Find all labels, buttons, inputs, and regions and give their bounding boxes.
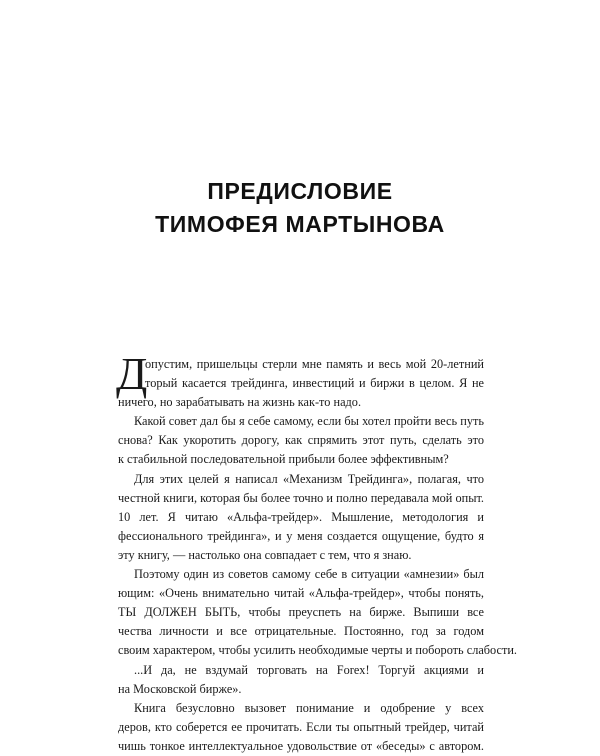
chapter-title-line-2: ТИМОФЕЯ МАРТЫНОВА (155, 211, 445, 237)
text-line: опустим, пришельцы стерли мне память и весь мой 20-летний (145, 357, 484, 371)
text-line: ...И да, не вздумай торговать на Forex! Торгуй акциями и (134, 662, 484, 677)
drop-cap: Д (116, 348, 148, 399)
paragraph-3 (118, 470, 484, 565)
text-line: деров, кто соберется ее прочитать. Если ты опытный трейдер, читай (118, 719, 484, 734)
text-line: Какой совет дал бы я себе самому, если бы хотел пройти весь путь (134, 414, 484, 429)
text-line: честной книги, которая бы более точно и полно передавала мой опыт. (118, 490, 484, 505)
text-line: торый касается трейдинга, инвестиций и биржи в целом. Я не (145, 376, 484, 391)
text-line: Для этих целей я написал «Механизм Трейдинга», полагая, что (134, 471, 484, 486)
paragraph-6 (118, 699, 484, 756)
text-line: ничего, но зарабатывать на жизнь как-то надо. (118, 395, 362, 410)
text-line: чества личности и все отрицательные. Постоянно, год за годом (118, 624, 484, 639)
text-line: Книга безусловно вызовет понимание и одобрение у всех (134, 700, 484, 715)
text-line: Поэтому один из советов самому себе в ситуации «амнезии» был (134, 567, 484, 582)
text-line: эту книгу, — настолько она совпадает с тем, что я знаю. (118, 547, 412, 562)
text-line: 10 лет. Я читаю «Альфа-трейдер». Мышление, методология и (118, 509, 484, 524)
text-line: на Московской бирже». (118, 681, 242, 696)
paragraph-4 (118, 565, 517, 660)
paragraph-2 (118, 412, 484, 469)
text-line: своим характером, чтобы усилить необходимые черты и побороть слабости. (118, 643, 517, 658)
text-line: ТЫ ДОЛЖЕН БЫТЬ, чтобы преуспеть на бирже. Выпиши все (118, 605, 484, 620)
paragraph-5 (118, 661, 484, 699)
paragraph-1 (116, 348, 484, 412)
text-line: чишь тонкое интеллектуальное удовольствие от «беседы» с автором. (118, 738, 484, 753)
text-line: к стабильной последовательной прибыли более эффективным? (118, 452, 449, 467)
text-line: ющим: «Очень внимательно читай «Альфа-трейдер», чтобы понять, (118, 586, 484, 601)
chapter-title-line-1: ПРЕДИСЛОВИЕ (207, 178, 393, 204)
text-line: снова? Как укоротить дорогу, как спрямить этот путь, сделать это (118, 433, 484, 448)
body-text (116, 348, 517, 756)
text-line: фессионального трейдинга», и у меня создается ощущение, будто я (118, 528, 484, 543)
